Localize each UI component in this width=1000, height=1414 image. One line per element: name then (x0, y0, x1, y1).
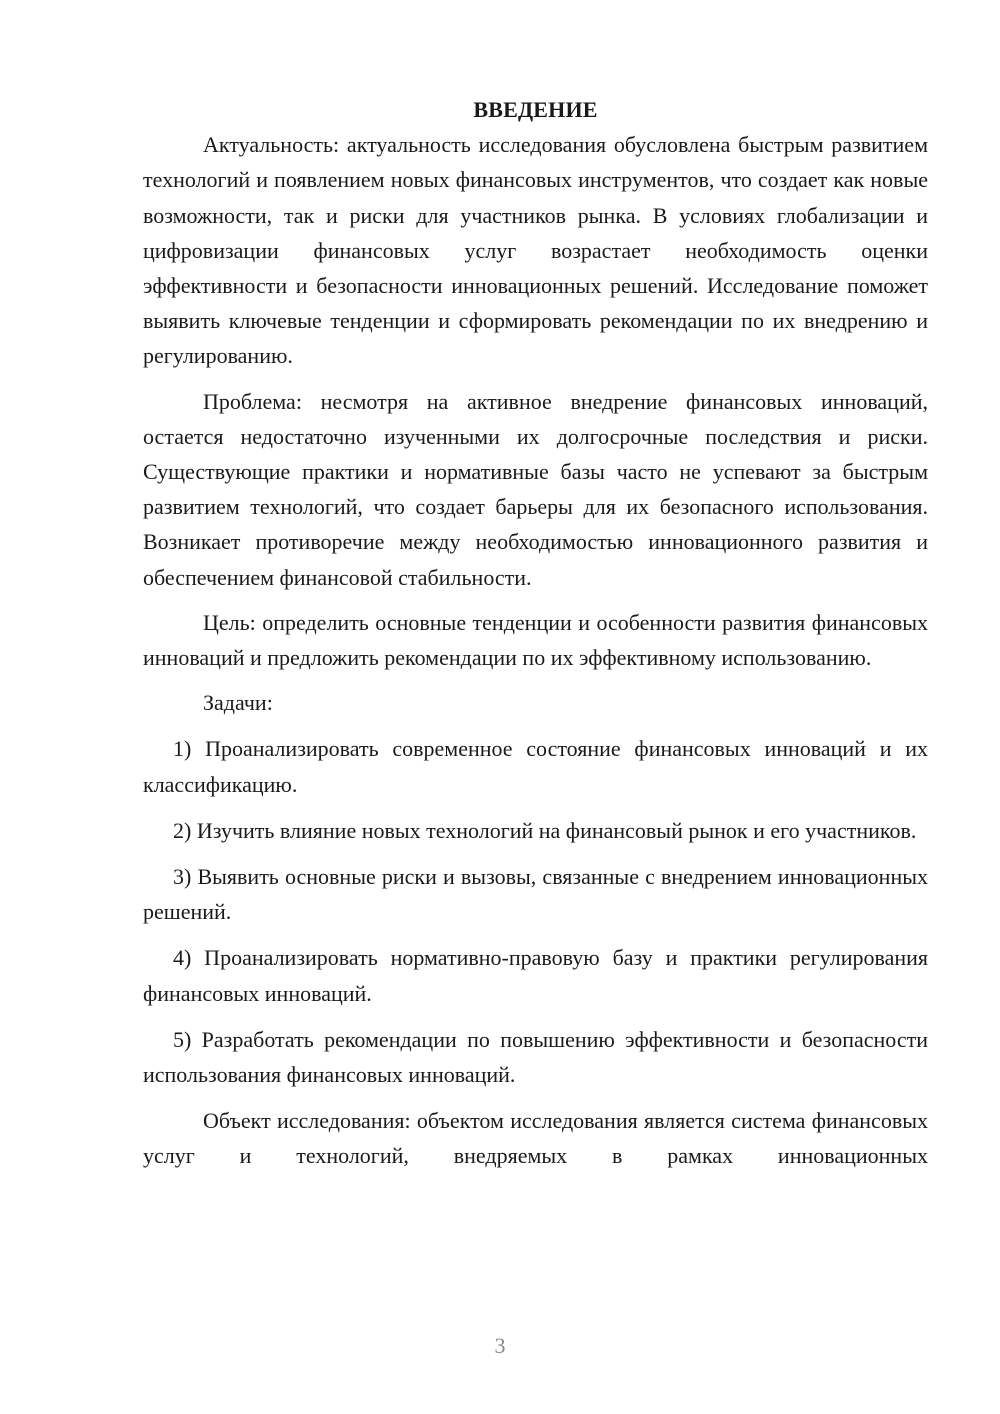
relevance-paragraph: Актуальность: актуальность исследования обусловлена быстрым развитием технологий и появлением новых финансовых инструментов, что создает как новые возможности, так и риски для участников рынка. В условиях глобализации и цифровизации финансовых услуг возрастает необходимость оценки эффективности и безопасности инновационных решений. Исследование поможет выявить ключевые тенденции и сформировать рекомендации по их внедрению и регулированию. (143, 132, 928, 369)
page-number: 3 (494, 1333, 506, 1358)
goal-paragraph: Цель: определить основные тенденции и особенности развития финансовых инноваций и предложить рекомендации по их эффективному использованию. (143, 609, 928, 671)
object-paragraph: Объект исследования: объектом исследования является система финансовых услуг и технологий, внедряемых в рамках инновационных (143, 1108, 928, 1169)
list-item: 2) Изучить влияние новых технологий на финансовый рынок и его участников. (173, 817, 917, 843)
list-item: 5) Разработать рекомендации по повышению эффективности и безопасности использования финансовых инноваций. (143, 1026, 928, 1088)
tasks-list (143, 731, 928, 1092)
list-item: 4) Проанализировать нормативно-правовую базу и практики регулирования финансовых инноваций. (143, 945, 928, 1006)
tasks-label: Задачи: (203, 690, 273, 716)
page-heading: ВВЕДЕНИЕ (473, 97, 598, 122)
page-content (143, 92, 928, 1174)
list-item: 1) Проанализировать современное состояние финансовых инноваций и их классификацию. (143, 736, 928, 797)
problem-paragraph: Проблема: несмотря на активное внедрение финансовых инноваций, остается недостаточно изученными их долгосрочные последствия и риски. Существующие практики и нормативные базы часто не успевают за быстрым развитием технологий, что создает барьеры для их безопасного использования. Возникает противоречие между необходимостью инновационного развития и обеспечением финансовой стабильности. (143, 388, 928, 590)
list-item: 3) Выявить основные риски и вызовы, связанные с внедрением инновационных решений. (143, 864, 928, 925)
